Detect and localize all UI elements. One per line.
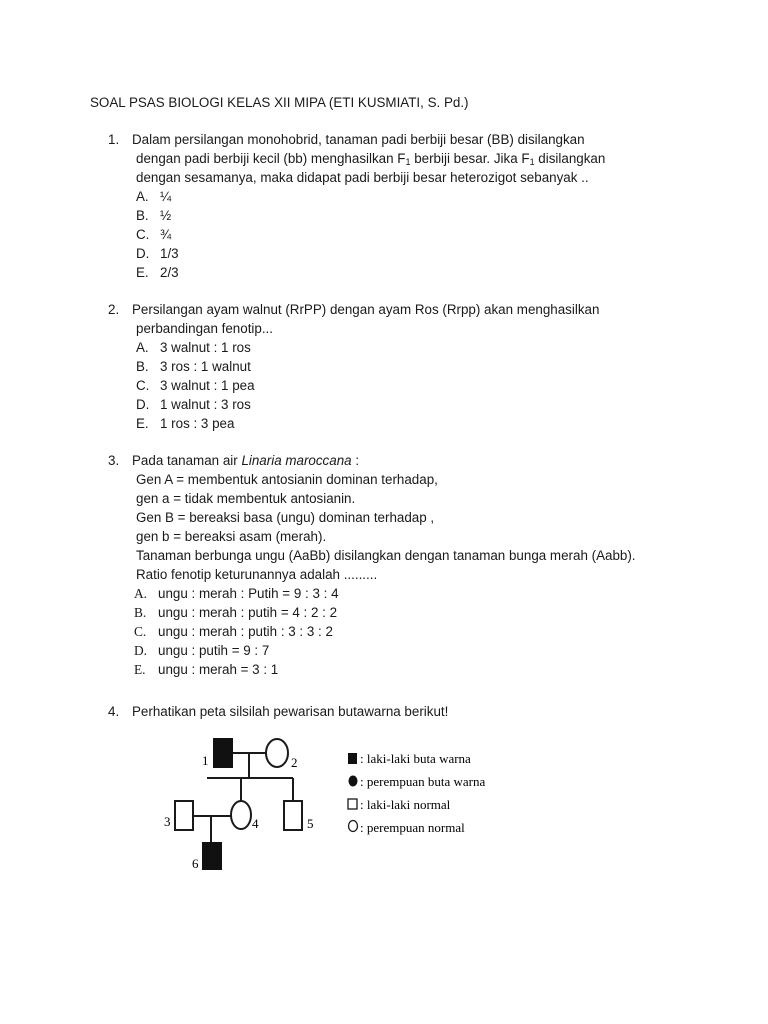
legend-label: perempuan buta warna [366,774,486,789]
question-number: 4. [108,704,120,719]
question-text: Ratio fenotip keturunannya adalah ......... [136,567,378,582]
legend-affected-female-icon [349,776,358,787]
question-number: 2. [108,302,120,317]
svg-text:: laki-laki buta warna: : laki-laki buta warna [360,751,471,766]
legend-normal-male-icon [348,799,357,809]
question-text: Tanaman berbunga ungu (AaBb) disilangkan dengan tanaman bunga merah (Aabb). [136,548,636,563]
question-text: Pada tanaman air Linaria maroccana : [132,453,360,468]
question-text: Perhatikan peta silsilah pewarisan butawarna berikut! [132,704,449,719]
question-number: 1. [108,132,120,147]
individual-label: 3 [164,814,171,829]
svg-text:: laki-laki normal: : laki-laki normal [360,797,451,812]
question-text: dengan sesamanya, maka didapat padi berbiji besar heterozigot sebanyak .. [136,170,589,185]
svg-text:: perempuan buta warna: : perempuan buta warna [360,774,486,789]
normal-male-symbol [284,801,302,830]
question-number: 3. [108,453,120,468]
legend-label: laki-laki normal [366,797,451,812]
question-text: Gen B = bereaksi basa (ungu) dominan terhadap , [136,510,435,525]
document-title: SOAL PSAS BIOLOGI KELAS XII MIPA (ETI KUSMIATI, S. Pd.) [90,95,469,110]
option-c: C. ungu : merah : putih : 3 : 3 : 2 [134,624,333,639]
question-text: Gen A = membentuk antosianin dominan terhadap, [136,472,438,487]
option-b: B. ungu : merah : putih = 4 : 2 : 2 [134,605,338,620]
svg-text:: perempuan normal: : perempuan normal [360,820,465,835]
option-b: B. ½ [136,208,172,223]
option-e: E. 2/3 [136,265,179,280]
affected-male-symbol [202,842,222,870]
legend-affected-male-icon [348,753,357,764]
option-d: D. ungu : putih = 9 : 7 [134,643,270,658]
option-c: C. ¾ [136,227,172,242]
question-text: gen a = tidak membentuk antosianin. [136,491,356,506]
pedigree-legend [348,751,485,835]
individual-label: 6 [192,856,199,871]
legend-label: laki-laki buta warna [366,751,471,766]
option-d: D. 1 walnut : 3 ros [136,397,251,412]
option-d: D. 1/3 [136,246,179,261]
question-text: Persilangan ayam walnut (RrPP) dengan ayam Ros (Rrpp) akan menghasilkan [132,302,600,317]
individual-label: 4 [252,816,259,831]
normal-female-symbol [266,739,288,767]
legend-label: perempuan normal [366,820,465,835]
question-text: dengan padi berbiji kecil (bb) menghasilkan $F_1$ berbiji besar. Jika $F_1$ disilangkan [136,151,606,167]
option-b: B. 3 ros : 1 walnut [136,359,251,374]
individual-label: 5 [307,816,314,831]
option-a: A. ungu : merah : Putih = 9 : 3 : 4 [134,586,339,601]
individual-label: 2 [291,755,298,770]
question-text: gen b = bereaksi asam (merah). [136,529,327,544]
affected-male-symbol [213,738,233,768]
option-a: A. ¼ [136,189,172,204]
normal-female-symbol [231,801,251,829]
normal-male-symbol [175,801,193,830]
option-e: E. ungu : merah = 3 : 1 [134,662,279,677]
individual-label: 1 [202,753,209,768]
option-c: C. 3 walnut : 1 pea [136,378,255,393]
option-a: A. 3 walnut : 1 ros [136,340,251,355]
option-e: E. 1 ros : 3 pea [136,416,235,431]
pedigree-diagram [160,728,500,878]
legend-normal-female-icon [349,821,358,832]
question-text: perbandingan fenotip... [136,321,273,336]
question-text: Dalam persilangan monohobrid, tanaman padi berbiji besar (BB) disilangkan [132,132,585,147]
